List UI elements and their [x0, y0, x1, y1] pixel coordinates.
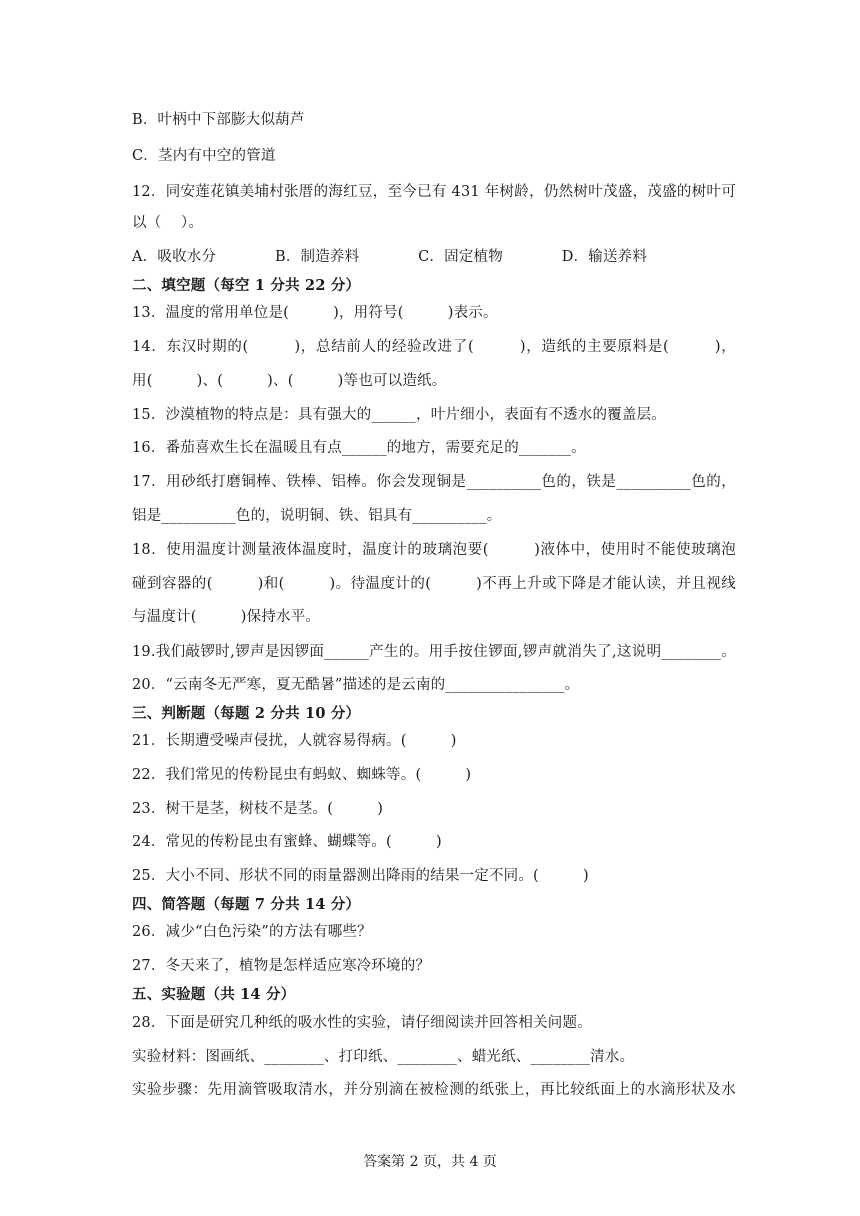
question-24: 24．常见的传粉昆虫有蜜蜂、蝴蝶等。( ): [132, 834, 442, 850]
section-5-heading: 五、实验题（共 14 分）: [132, 986, 296, 1003]
option-c: C．茎内有中空的管道: [132, 148, 276, 164]
question-25: 25．大小不同、形状不同的雨量器测出降雨的结果一定不同。( ): [132, 868, 589, 884]
question-18-line-1: 18．使用温度计测量液体温度时，温度计的玻璃泡要( )液体中，使用时不能使玻璃泡: [132, 542, 736, 558]
section-2-heading: 二、填空题（每空 1 分共 22 分）: [132, 277, 361, 294]
experiment-materials: 实验材料：图画纸、________、打印纸、________、蜡光纸、________清水。: [132, 1049, 635, 1065]
question-21: 21．长期遭受噪声侵扰，人就容易得病。( ): [132, 733, 457, 749]
question-18-line-2: 碰到容器的( )和( )。待温度计的( )不再上升或下降是才能认读，并且视线: [132, 576, 736, 592]
experiment-steps: 实验步骤：先用滴管吸取清水，并分别滴在被检测的纸张上，再比较纸面上的水滴形状及水: [132, 1082, 736, 1098]
question-16: 16．番茄喜欢生长在温暖且有点______的地方，需要充足的_______。: [132, 440, 586, 456]
question-28: 28．下面是研究几种纸的吸水性的实验，请仔细阅读并回答相关问题。: [132, 1015, 592, 1031]
question-19: 19.我们敲锣时,锣声是因锣面______产生的。用手按住锣面,锣声就消失了,这说明________。: [132, 644, 736, 660]
question-12-line-2: 以（ ）。: [132, 215, 204, 231]
question-20: 20．“云南冬无严寒，夏无酷暑”描述的是云南的________________。: [132, 677, 580, 693]
question-15: 15．沙漠植物的特点是：具有强大的______，叶片细小，表面有不透水的覆盖层。: [132, 407, 666, 423]
question-14-line-1: 14．东汉时期的( )，总结前人的经验改进了( )，造纸的主要原料是( )，: [132, 339, 736, 355]
question-26: 26．减少“白色污染”的方法有哪些？: [132, 924, 372, 940]
question-12-line-1: 12．同安莲花镇美埔村张厝的海红豆，至今已有 431 年树龄，仍然树叶茂盛，茂盛的树叶可: [132, 184, 736, 200]
question-17-line-1: 17．用砂纸打磨铜棒、铁棒、铝棒。你会发现铜是__________色的，铁是__________色的，: [132, 474, 736, 490]
section-3-heading: 三、判断题（每题 2 分共 10 分）: [132, 705, 361, 722]
question-22: 22．我们常见的传粉昆虫有蚂蚁、蜘蛛等。( ): [132, 767, 472, 783]
question-27: 27．冬天来了，植物是怎样适应寒冷环境的？: [132, 958, 431, 974]
question-18-line-3: 与温度计( )保持水平。: [132, 609, 321, 625]
question-14-line-2: 用( )、( )、( )等也可以造纸。: [132, 373, 447, 389]
page-footer: 答案第 2 页，共 4 页: [363, 1154, 497, 1170]
question-17-line-2: 铝是__________色的，说明铜、铁、铝具有__________。: [132, 508, 502, 524]
question-23: 23．树干是茎，树枝不是茎。( ): [132, 801, 384, 817]
section-4-heading: 四、简答题（每题 7 分共 14 分）: [132, 896, 361, 913]
option-b: B．叶柄中下部膨大似葫芦: [132, 112, 305, 128]
question-13: 13．温度的常用单位是( )，用符号( )表示。: [132, 305, 498, 321]
question-12-options: A．吸收水分 B．制造养料 C．固定植物 D．输送养料: [132, 249, 648, 265]
